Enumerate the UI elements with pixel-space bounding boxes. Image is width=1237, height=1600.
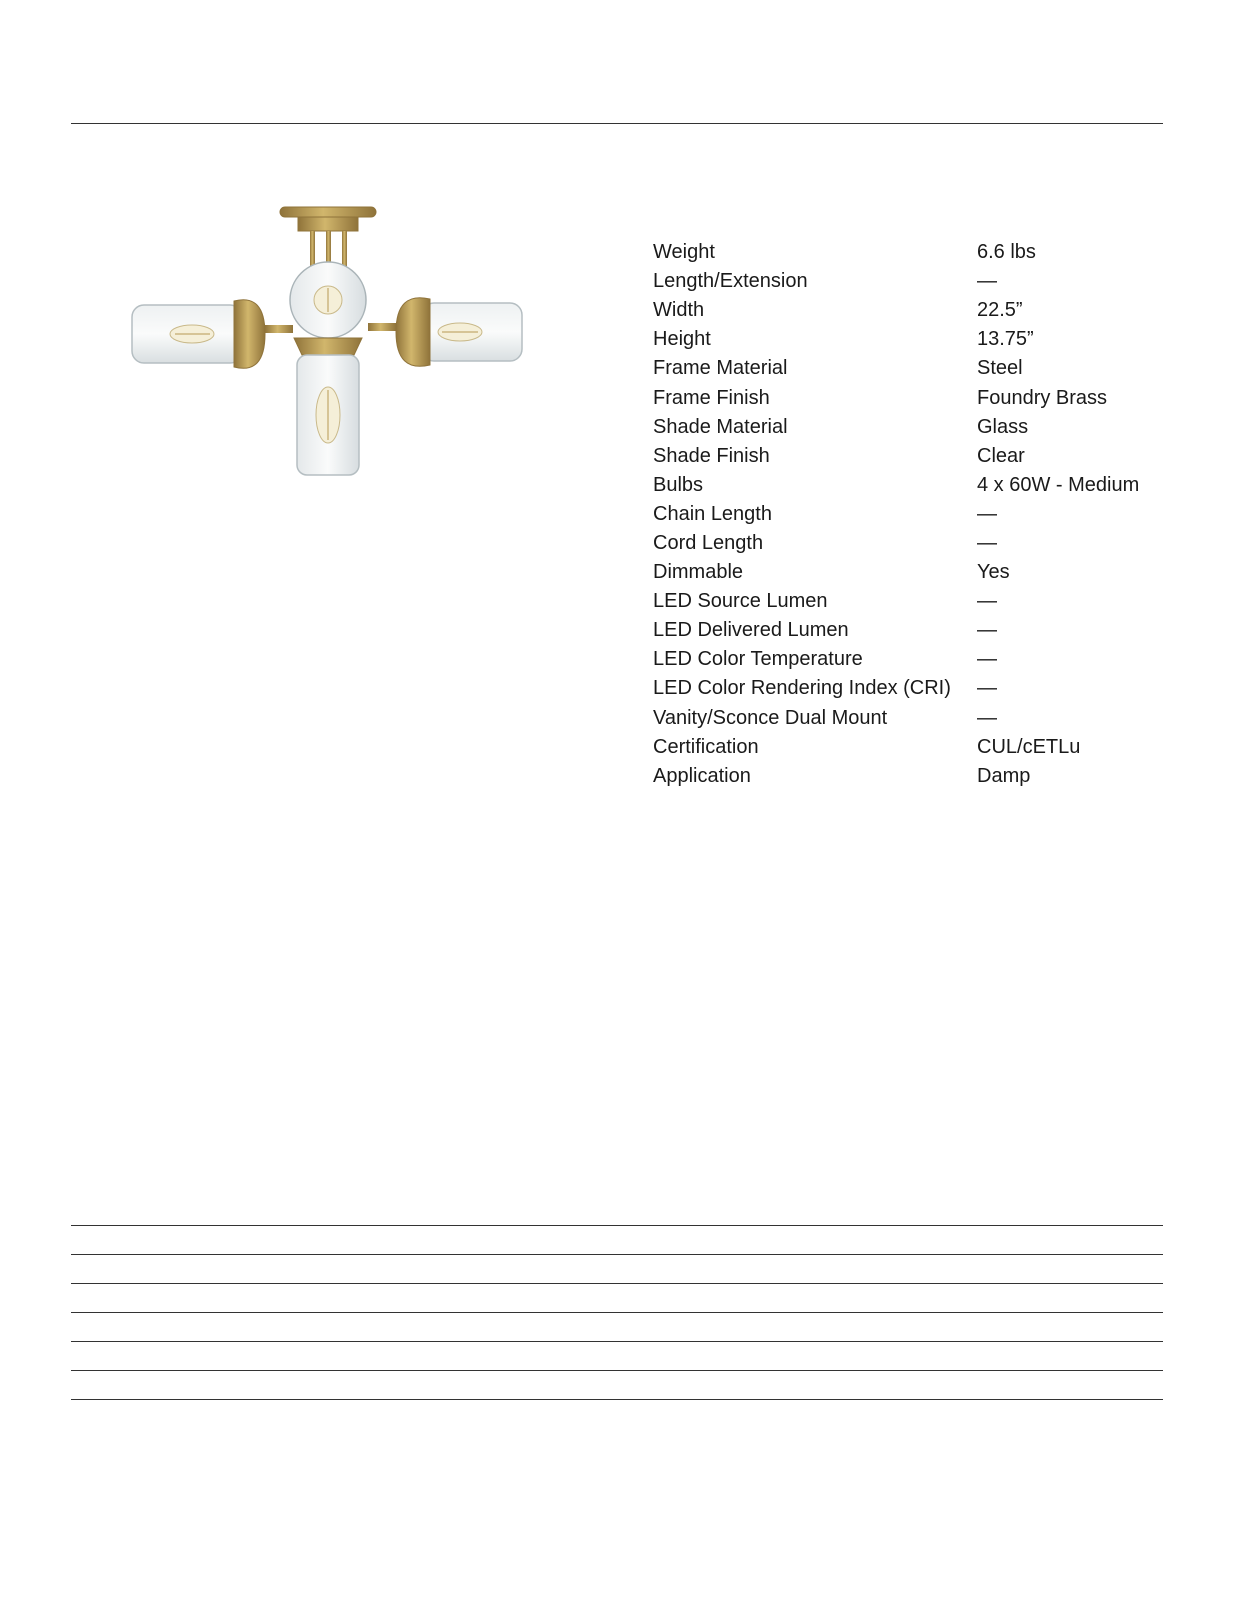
spec-row-application [653, 762, 1163, 791]
spec-value: 6.6 lbs [977, 241, 1036, 264]
spec-value: Steel [977, 357, 1023, 380]
spec-label: LED Source Lumen [653, 590, 828, 613]
spec-value: — [977, 619, 997, 642]
spec-value: Yes [977, 561, 1010, 584]
spec-table [653, 238, 1163, 791]
spec-label: Frame Material [653, 357, 788, 380]
footer-divider [71, 1341, 1163, 1342]
footer-divider [71, 1283, 1163, 1284]
spec-value: — [977, 502, 997, 525]
spec-value: Glass [977, 415, 1029, 438]
spec-label: Width [653, 299, 705, 322]
spec-label: LED Delivered Lumen [653, 619, 849, 642]
spec-value: — [977, 677, 997, 700]
spec-row-shade-finish [653, 442, 1163, 471]
spec-row-dimmable [653, 558, 1163, 587]
spec-value: 22.5” [977, 299, 1023, 322]
ceiling-light-fixture-icon [130, 205, 530, 490]
spec-value: — [977, 648, 997, 671]
spec-value: — [977, 706, 997, 729]
spec-value: Damp [977, 764, 1031, 787]
spec-label: Application [653, 764, 751, 787]
footer-divider [71, 1399, 1163, 1400]
spec-label: Shade Finish [653, 444, 770, 467]
spec-label: Bulbs [653, 473, 704, 496]
spec-row-height [653, 325, 1163, 354]
spec-label: LED Color Rendering Index (CRI) [653, 677, 951, 700]
spec-label: Certification [653, 735, 759, 758]
spec-row-led-source-lumen [653, 587, 1163, 616]
spec-label: Chain Length [653, 502, 772, 525]
spec-label: Shade Material [653, 415, 788, 438]
spec-row-led-color-temperature [653, 645, 1163, 674]
top-divider [71, 123, 1163, 124]
spec-row-led-delivered-lumen [653, 616, 1163, 645]
spec-label: Frame Finish [653, 386, 770, 409]
spec-row-frame-finish [653, 383, 1163, 412]
spec-value: 4 x 60W - Medium [977, 473, 1140, 496]
spec-value: Foundry Brass [977, 386, 1108, 409]
spec-row-led-cri [653, 674, 1163, 703]
footer-divider [71, 1312, 1163, 1313]
footer-divider [71, 1225, 1163, 1226]
spec-row-chain-length [653, 500, 1163, 529]
spec-label: Vanity/Sconce Dual Mount [653, 706, 888, 729]
spec-row-bulbs [653, 471, 1163, 500]
spec-row-dual-mount [653, 704, 1163, 733]
spec-value: 13.75” [977, 328, 1034, 351]
spec-label: Cord Length [653, 531, 764, 554]
spec-row-frame-material [653, 354, 1163, 383]
spec-value: — [977, 531, 997, 554]
spec-row-width [653, 296, 1163, 325]
spec-label: Height [653, 328, 711, 351]
product-image [130, 205, 530, 490]
spec-row-certification [653, 733, 1163, 762]
spec-value: Clear [977, 444, 1025, 467]
spec-row-length-extension [653, 267, 1163, 296]
spec-label: Dimmable [653, 561, 744, 584]
spec-value: CUL/cETLu [977, 735, 1081, 758]
spec-row-cord-length [653, 529, 1163, 558]
spec-row-shade-material [653, 413, 1163, 442]
spec-row-weight [653, 238, 1163, 267]
spec-label: Length/Extension [653, 270, 808, 293]
spec-value: — [977, 590, 997, 613]
spec-value: — [977, 270, 997, 293]
spec-label: Weight [653, 241, 715, 264]
spec-label: LED Color Temperature [653, 648, 863, 671]
footer-divider [71, 1370, 1163, 1371]
footer-divider [71, 1254, 1163, 1255]
